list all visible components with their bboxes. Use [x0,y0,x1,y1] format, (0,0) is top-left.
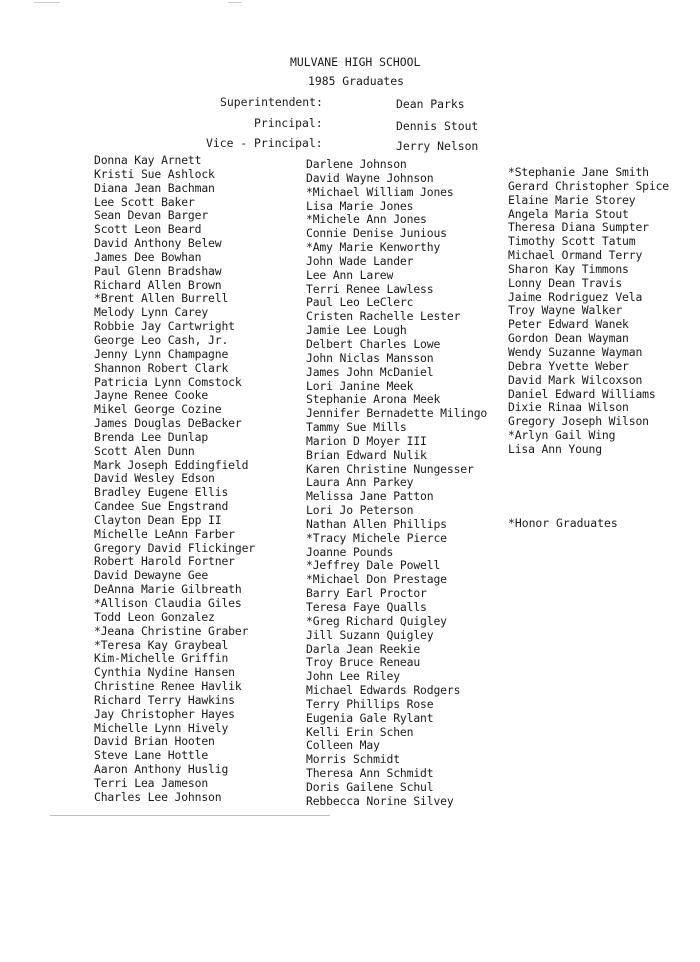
graduate-name: Darlene Johnson [306,157,407,171]
principal-label: Principal: [254,116,323,130]
superintendent-label: Superintendent: [220,95,323,109]
graduate-name: Colleen May [306,738,380,753]
graduate-name: Mark Joseph Eddingfield [94,457,249,472]
graduate-name: Robbie Jay Cartwright [94,319,235,334]
school-title: MULVANE HIGH SCHOOL [290,55,421,69]
graduate-name: Troy Wayne Walker [508,303,623,318]
graduate-name: David Mark Wilcoxson [508,372,643,387]
graduate-name: Melody Lynn Carey [94,305,209,320]
graduate-name: Richard Allen Brown [94,277,222,292]
graduate-name: Daniel Edward Williams [508,386,656,401]
graduate-name: David Brian Hooten [94,734,215,749]
graduate-name: Gregory David Flickinger [94,540,255,555]
graduate-name: *Jeffrey Dale Powell [306,558,441,573]
graduate-name: Delbert Charles Lowe [306,336,441,351]
graduate-name: Steve Lane Hottle [94,748,209,763]
scan-artifact-top-left [34,2,60,3]
graduate-name: Lonny Dean Travis [508,275,623,290]
graduate-name: *Stephanie Jane Smith [508,165,649,179]
graduate-name: Lee Ann Larew [306,267,394,282]
graduate-name: David Wayne Johnson [306,170,434,185]
graduate-name: Clayton Dean Epp II [94,512,222,527]
graduate-name: Jay Christopher Hayes [94,706,235,721]
graduate-name: John Niclas Mansson [306,350,434,365]
principal-name: Dennis Stout [396,119,479,133]
graduate-name: Eugenia Gale Rylant [306,710,434,725]
graduates-column-3 [508,166,669,457]
graduate-name: Sharon Kay Timmons [508,261,629,276]
graduate-name: Marion D Moyer III [306,433,427,448]
graduate-name: Christine Renee Havlik [94,679,242,694]
graduate-name: Michael Edwards Rodgers [306,683,461,698]
graduate-name: Gregory Joseph Wilson [508,414,649,429]
graduate-name: James Dee Bowhan [94,249,202,264]
graduate-name: Michelle Lynn Hively [94,720,229,735]
graduate-name: Timothy Scott Tatum [508,234,636,249]
graduate-name: Paul Glenn Bradshaw [94,263,222,278]
graduate-name: Brian Edward Nulik [306,447,427,462]
graduate-name: David Dewayne Gee [94,568,209,583]
graduate-name: *Teresa Kay Graybeal [94,637,229,652]
graduate-name: Theresa Ann Schmidt [306,766,434,781]
graduate-name: Todd Leon Gonzalez [94,609,215,624]
graduate-name: George Leo Cash, Jr. [94,332,229,347]
graduate-name: Scott Leon Beard [94,222,202,237]
graduate-name: Barry Earl Proctor [306,586,427,601]
graduate-name: Theresa Diana Sumpter [508,220,649,235]
graduate-name: Lisa Marie Jones [306,198,414,213]
graduate-name: Elaine Marie Storey [508,192,636,207]
scan-artifact-top-center [228,2,242,3]
graduate-name: *Greg Richard Quigley [306,613,447,628]
graduate-name: *Tracy Michele Pierce [306,530,447,545]
graduate-name: *Michele Ann Jones [306,212,427,227]
graduate-name: Connie Denise Junious [306,226,447,241]
graduate-name: Jayne Renee Cooke [94,388,209,403]
graduate-name: Terri Lea Jameson [94,775,209,790]
graduates-subtitle: 1985 Graduates [308,74,405,88]
graduate-name: Morris Schmidt [306,752,400,767]
scan-artifact-bottom-line [50,815,330,816]
graduate-name: Lisa Ann Young [508,441,602,456]
graduate-name: Jill Suzann Quigley [306,627,434,642]
graduate-name: *Michael Don Prestage [306,572,447,587]
graduate-name: Darla Jean Reekie [306,641,421,656]
vice-principal-name: Jerry Nelson [396,139,479,153]
graduate-name: Lee Scott Baker [94,194,195,209]
graduate-name: Angela Maria Stout [508,206,629,221]
graduate-name: Michael Ormand Terry [508,248,643,263]
graduate-name: Patricia Lynn Comstock [94,374,242,389]
graduate-name: Paul Leo LeClerc [306,295,414,310]
graduates-column-1 [94,154,255,805]
graduate-name: Karen Christine Nungesser [306,461,474,476]
graduate-name: Doris Gailene Schul [306,779,434,794]
graduate-name: *Amy Marie Kenworthy [306,240,441,255]
graduate-name: Aaron Anthony Huslig [94,762,229,777]
graduate-name: Tammy Sue Mills [306,420,407,435]
graduate-name: John Wade Lander [306,253,414,268]
graduate-name: Robert Harold Fortner [94,554,235,569]
graduate-name: Terri Renee Lawless [306,281,434,296]
graduate-name: Joanne Pounds [306,544,394,559]
graduate-name: Laura Ann Parkey [306,475,414,490]
graduates-column-2 [306,158,487,809]
graduate-name: *Michael William Jones [306,184,454,199]
graduate-name: *Brent Allen Burrell [94,291,229,306]
vice-principal-label: Vice - Principal: [206,136,323,150]
graduate-name: Teresa Faye Qualls [306,600,427,614]
graduate-name: Jamie Lee Lough [306,323,407,338]
graduate-name: David Wesley Edson [94,471,215,486]
graduate-name: Bradley Eugene Ellis [94,485,229,500]
graduate-name: *Arlyn Gail Wing [508,428,616,443]
graduate-name: Candee Sue Engstrand [94,499,229,514]
graduate-name: Jenny Lynn Champagne [94,346,229,361]
graduate-name: Rebbecca Norine Silvey [306,793,454,808]
graduate-name: DeAnna Marie Gilbreath [94,582,242,597]
graduate-name: James Douglas DeBacker [94,416,242,431]
graduate-name: Sean Devan Barger [94,208,209,223]
graduate-name: Mikel George Cozine [94,402,222,417]
graduate-name: Debra Yvette Weber [508,358,629,373]
graduate-name: Gerard Christopher Spice [508,178,669,193]
graduate-name: Melissa Jane Patton [306,489,434,504]
graduate-name: Nathan Allen Phillips [306,516,447,531]
graduate-name: Gordon Dean Wayman [508,331,629,346]
graduate-name: Donna Kay Arnett [94,153,202,167]
graduate-name: David Anthony Belew [94,236,222,251]
graduate-name: James John McDaniel [306,364,434,379]
graduate-name: Shannon Robert Clark [94,360,229,375]
superintendent-name: Dean Parks [396,97,465,111]
graduate-name: John Lee Riley [306,669,400,684]
graduate-name: Wendy Suzanne Wayman [508,344,643,359]
graduate-name: Lori Janine Meek [306,378,414,393]
graduate-name: Cristen Rachelle Lester [306,309,461,324]
graduate-name: Brenda Lee Dunlap [94,429,209,444]
graduate-name: Michelle LeAnn Farber [94,526,235,541]
honor-graduates-note: *Honor Graduates [508,516,618,530]
graduate-name: Peter Edward Wanek [508,317,629,332]
graduate-name: Dixie Rinaa Wilson [508,400,629,415]
graduate-name: Diana Jean Bachman [94,180,215,195]
graduate-name: Jennifer Bernadette Milingo [306,406,488,421]
graduate-name: Kim-Michelle Griffin [94,651,229,666]
graduate-name: *Allison Claudia Giles [94,596,242,610]
graduate-name: Kristi Sue Ashlock [94,166,215,181]
graduate-name: Troy Bruce Reneau [306,655,421,670]
graduate-name: Lori Jo Peterson [306,503,414,518]
graduate-name: Terry Phillips Rose [306,696,434,711]
graduate-name: Cynthia Nydine Hansen [94,665,235,680]
graduate-name: Charles Lee Johnson [94,789,222,804]
graduate-name: Richard Terry Hawkins [94,692,235,707]
graduate-name: Scott Alen Dunn [94,443,195,458]
graduate-name: Jaime Rodriguez Vela [508,289,643,304]
graduate-name: Kelli Erin Schen [306,724,414,739]
graduate-name: *Jeana Christine Graber [94,623,249,638]
graduate-name: Stephanie Arona Meek [306,392,441,407]
